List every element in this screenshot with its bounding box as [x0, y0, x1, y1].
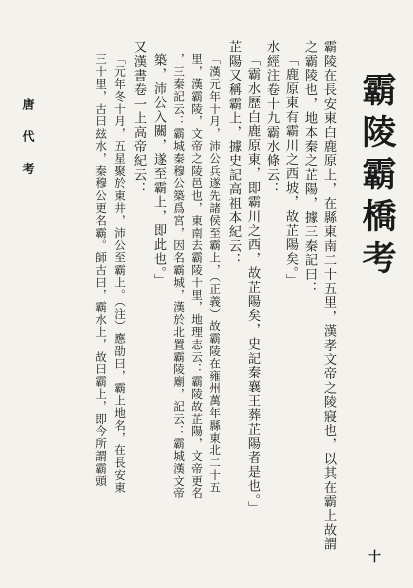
text-column-6: 芷陽又稱霸上，據史記高祖本紀云：	[226, 40, 241, 268]
text-column-8: 里，漢霸陵，文帝之陵邑也，東南去霸陵十里，地理志云：霸陵故芷陽，文帝更名	[190, 53, 204, 500]
text-column-5: 「霸水歷白鹿原東，即霸川之西，故芷陽矣，史記秦襄王葬芷陽者是也。」	[245, 53, 260, 515]
text-column-3: 「鹿原東有霸川之西坡，故芷陽矣。」	[283, 53, 298, 288]
text-column-1: 霸陵在長安東白鹿原上，在縣東南二十五里，漢孝文帝之陵寢也，以其在霸上故謂	[321, 40, 336, 552]
text-column-12: 「元年冬十月，五星聚於東井，沛公至霸上。（注）應劭曰，霸上地名，在長安東	[113, 53, 127, 494]
article-title: 霸陵霸橋考	[356, 72, 396, 282]
footer-label: 唐 代 考	[21, 98, 35, 183]
text-column-4: 水經注卷十九霸水條云：	[264, 40, 279, 197]
text-column-11: 又漢書卷一上高帝紀云：	[131, 40, 146, 197]
text-column-13: 三十里，古曰玆水，秦穆公更名霸。師古曰，霸水上，故曰霸上，即今所謂霸頭	[94, 53, 108, 487]
text-column-9: ，三秦記云：霸城秦穆公築爲宮，因名霸城，漢於北置霸陵廟，記云：霸城漢文帝	[172, 53, 186, 500]
text-column-2: 之霸陵也，地本秦之芷陽，據三秦記曰：	[302, 40, 317, 296]
text-column-7: 「漢元年十月，沛公兵遂先諸侯至霸上，（正義）故霸陵在雍州萬年縣東北二十五	[208, 53, 222, 494]
text-column-10: 築，沛公入關，遂至霸上，即此也。」	[151, 53, 166, 288]
page-number: 十	[368, 550, 382, 565]
